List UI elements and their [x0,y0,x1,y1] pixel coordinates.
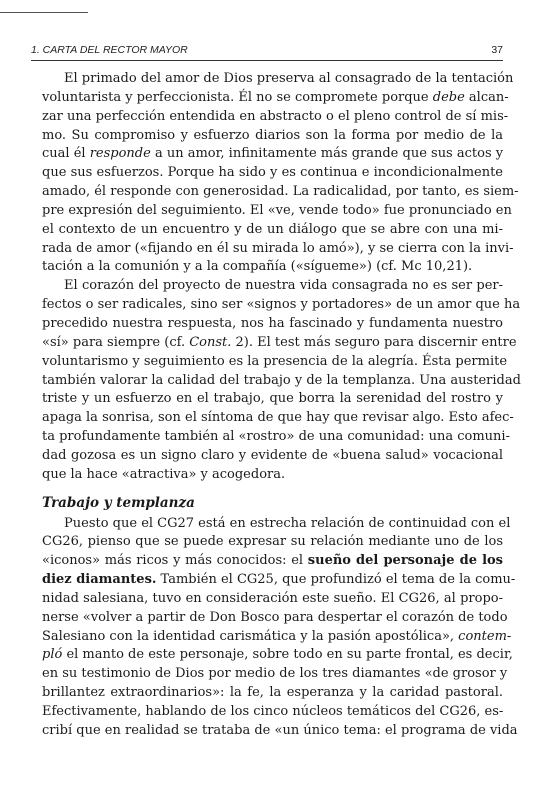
text-line [42,202,512,221]
text-line [42,609,508,628]
text-line [42,552,503,571]
text-line [42,409,514,428]
paragraph [42,515,518,741]
text-line [42,164,503,183]
text-run: sueño del personaje de los [307,553,504,569]
text-line [42,296,521,315]
text-line [42,703,503,722]
text-run: tación a la comunión y a la compañía («sígueme») (cf. Mc 10,21). [42,259,473,275]
text-line [42,108,509,127]
text-run: 2). El test más seguro para discernir entre [231,334,517,350]
text-run: También el CG25, que profundizó el tema de la comu- [156,572,516,588]
text-run: triste y un esfuerzo en el trabajo, que borra la serenidad del rostro y [42,391,503,407]
text-run: ta profundamente también al «rostro» de una comunidad: una comuni- [42,429,510,445]
text-line [42,628,512,647]
text-line [42,533,503,552]
text-run: contem- [458,628,512,644]
text-run: pló [42,647,63,663]
text-run: diez diamantes. [42,572,157,588]
text-run: que la hace «atractiva» y acogedora. [42,466,286,482]
text-run: responde [89,146,151,162]
text-line [42,684,503,703]
text-line [42,390,503,409]
text-run: «iconos» más ricos y más conocidos: el [42,553,308,569]
text-line [42,277,503,296]
text-run: voluntarismo y seguimiento es la presencia de la alegría. Ésta permite [42,353,508,369]
text-line [42,183,519,202]
text-run: alcan- [464,89,509,105]
text-line [42,353,508,372]
text-line [42,447,503,466]
text-line [42,240,514,259]
text-run: en su testimonio de Dios por medio de los tres diamantes «de grosor y [42,666,508,682]
section-heading: Trabajo y templanza [42,494,195,511]
text-run: el manto de este personaje, sobre todo en su parte frontal, es decir, [62,647,513,663]
text-line [42,372,521,391]
text-run: voluntarista y perfeccionista. Él no se compromete porque [42,89,433,105]
text-run: fectos o ser radicales, sino ser «signos y portadores» de un amor que ha [42,297,521,313]
text-line [42,258,503,277]
text-line [42,221,503,240]
text-run: nerse «volver a partir de Don Bosco para despertar el corazón de todo [42,609,508,625]
text-run: zar una perfección entendida en abstracto o el pleno control de sí mis- [42,108,509,124]
text-line [42,127,503,146]
text-run: el contexto de un encuentro y de un diálogo que se abre con una mi- [42,221,503,237]
text-run: cual él [42,146,90,162]
text-line [42,70,514,89]
text-run: también valorar la calidad del trabajo y de la templanza. Una austeridad [42,372,521,388]
text-run: dad gozosa es un signo claro y evidente de «buena salud» vocacional [42,447,503,463]
text-run: brillantez extraordinarios»: la fe, la esperanza y la caridad pastoral. [42,685,503,701]
text-run: amado, él responde con generosidad. La radicalidad, por tanto, es siem- [42,184,519,200]
page-number: 37 [491,44,503,56]
text-run: mo. Su compromiso y esfuerzo diarios son la forma por medio de la [42,127,503,143]
running-header [31,44,503,60]
section-heading-line [42,491,503,515]
text-run: El corazón del proyecto de nuestra vida consagrada no es ser per- [64,278,503,294]
text-run: Puesto que el CG27 está en estrecha relación de continuidad con el [64,515,511,531]
body-text [42,70,521,741]
text-run: cribí que en realidad se trataba de «un único tema: el programa de vida [42,722,518,738]
text-run: «sí» para siempre (cf. [42,334,190,350]
text-run: pre expresión del seguimiento. El «ve, vende todo» fue pronunciado en [42,202,512,218]
text-run: rada de amor («fijando en él su mirada lo amó»), y se cierra con la invi- [42,240,514,256]
text-line [42,315,503,334]
text-run: CG26, pienso que se puede expresar su relación mediante uno de los [42,534,503,550]
header-rule [31,60,503,61]
text-line [42,145,503,164]
running-header-title: 1. CARTA DEL RECTOR MAYOR [31,44,188,56]
text-line [42,515,511,534]
text-line [42,571,516,590]
paragraph [42,70,519,277]
text-run: Salesiano con la identidad carismática y la pasión apostólica», [42,628,459,644]
text-line [42,646,513,665]
text-line [42,590,503,609]
text-run: Const. [189,334,232,350]
text-line [42,466,503,485]
text-run: apaga la sonrisa, son el síntoma de que hay que revisar algo. Esto afec- [42,410,514,426]
text-run: que sus esfuerzos. Porque ha sido y es continua e incondicionalmente [42,165,503,181]
text-line [42,665,508,684]
text-run: nidad salesiana, tuvo en consideración este sueño. El CG26, al propo- [42,590,503,606]
text-line [42,428,510,447]
text-run: Efectivamente, hablando de los cinco núcleos temáticos del CG26, es- [42,704,504,719]
text-run: El primado del amor de Dios preserva al consagrado de la tentación [64,71,514,86]
text-line [42,89,509,108]
text-line [42,722,518,741]
text-run: precedido nuestra respuesta, nos ha fascinado y fundamenta nuestro [42,315,503,331]
page-top-rule [0,12,88,13]
text-run: debe [432,89,465,105]
text-run: a un amor, infinitamente más grande que sus actos y [150,146,504,162]
text-line [42,334,517,353]
paragraph [42,277,521,484]
